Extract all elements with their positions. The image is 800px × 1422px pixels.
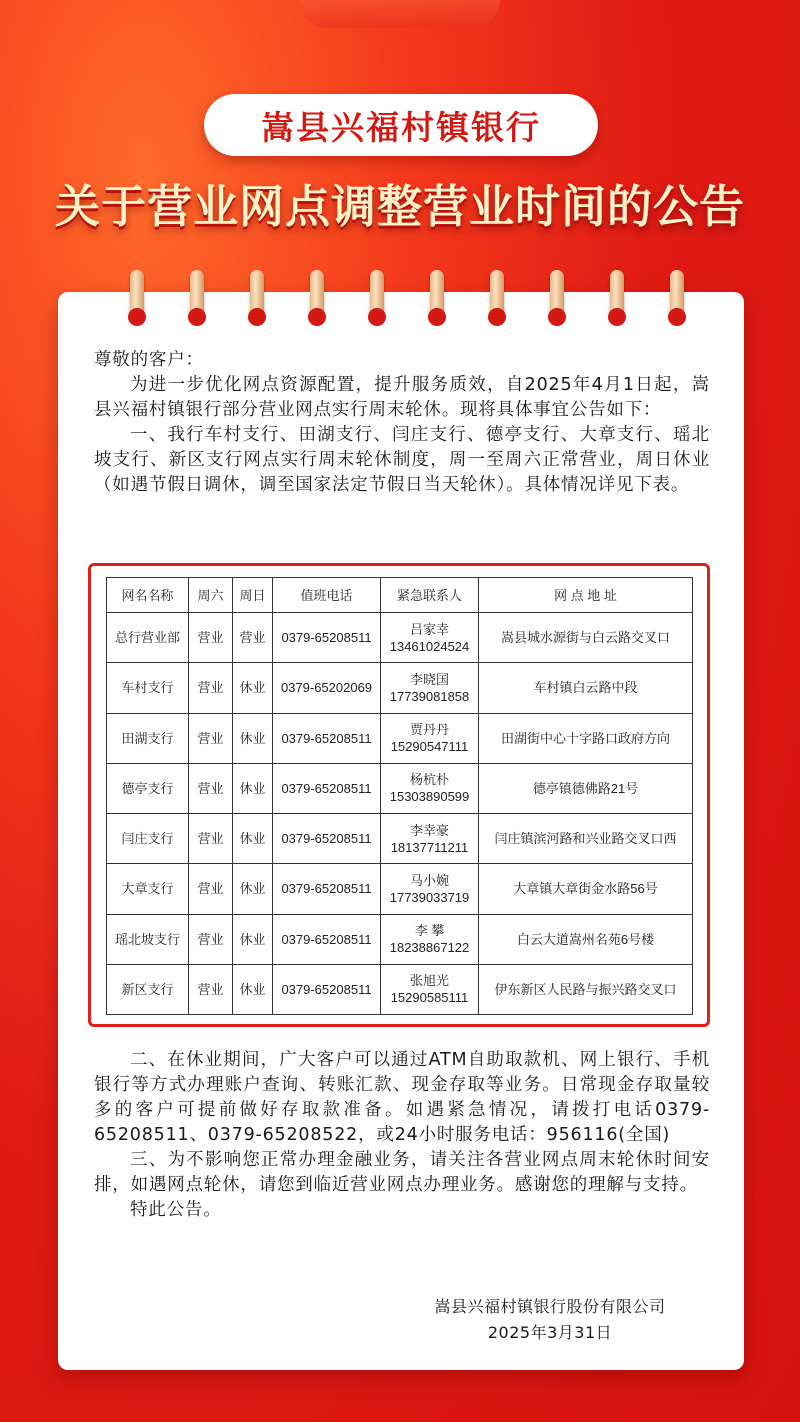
emergency-contact-cell	[381, 914, 479, 964]
emergency-contact-cell	[381, 613, 479, 663]
sunday-status-cell: 休业	[233, 864, 273, 914]
saturday-status-cell: 营业	[189, 663, 233, 713]
binder-rings	[0, 270, 800, 330]
contact-name: 马小婉	[409, 872, 449, 888]
signature-date: 2025年3月31日	[487, 1323, 613, 1342]
saturday-status-cell: 营业	[189, 713, 233, 763]
contact-mobile: 13461024524	[389, 638, 470, 654]
contact-name: 李幸豪	[409, 822, 449, 838]
duty-phone-cell: 0379-65202069	[273, 663, 381, 713]
sunday-status-cell: 休业	[233, 964, 273, 1014]
branch-address-cell: 大章镇大章街金水路56号	[479, 864, 693, 914]
branch-name-cell: 田湖支行	[107, 713, 189, 763]
binder-ring-icon	[190, 270, 204, 320]
saturday-status-cell: 营业	[189, 914, 233, 964]
duty-phone-cell: 0379-65208511	[273, 864, 381, 914]
saturday-status-cell: 营业	[189, 864, 233, 914]
saturday-status-cell: 营业	[189, 613, 233, 663]
sunday-status-cell: 休业	[233, 663, 273, 713]
table-header-cell: 紧急联系人	[381, 578, 479, 613]
branch-address-cell: 嵩县城水源街与白云路交叉口	[479, 613, 693, 663]
branch-name-cell: 德亭支行	[107, 763, 189, 813]
table-header-cell: 值班电话	[273, 578, 381, 613]
emergency-contact-cell	[381, 814, 479, 864]
table-row	[107, 713, 693, 763]
branch-address-cell: 闫庄镇滨河路和兴业路交叉口西	[479, 814, 693, 864]
emergency-contact-cell	[381, 864, 479, 914]
binder-ring-icon	[430, 270, 444, 320]
binder-ring-icon	[370, 270, 384, 320]
binder-ring-icon	[490, 270, 504, 320]
intro-paragraph: 为进一步优化网点资源配置，提升服务质效，自2025年4月1日起，嵩县兴福村镇银行部分营业网点实行周末轮休。现将具体事宜公告如下：	[94, 375, 710, 420]
emergency-contact-cell	[381, 763, 479, 813]
saturday-status-cell: 营业	[189, 964, 233, 1014]
signature-company: 嵩县兴福村镇银行股份有限公司	[434, 1297, 666, 1316]
paragraph-one: 一、我行车村支行、田湖支行、闫庄支行、德亭支行、大章支行、瑶北坡支行、新区支行网点实行周末轮休制度，周一至周六正常营业，周日休业（如遇节假日调休，调至国家法定节假日当天轮休）。具体情况详见下表。	[94, 425, 710, 495]
emergency-contact-cell	[381, 713, 479, 763]
branch-name-cell: 瑶北坡支行	[107, 914, 189, 964]
notice-closing	[94, 1048, 710, 1223]
contact-mobile: 15290585111	[390, 990, 469, 1006]
table-header-cell: 周六	[189, 578, 233, 613]
duty-phone-cell: 0379-65208511	[273, 763, 381, 813]
sunday-status-cell: 休业	[233, 713, 273, 763]
sunday-status-cell: 休业	[233, 914, 273, 964]
binder-ring-icon	[670, 270, 684, 320]
binder-ring-icon	[250, 270, 264, 320]
contact-name: 张旭光	[409, 973, 449, 989]
binder-ring-icon	[310, 270, 324, 320]
branch-schedule-table	[106, 577, 693, 1015]
contact-name: 吕家幸	[409, 621, 449, 637]
bank-name-banner	[204, 94, 598, 156]
contact-mobile: 15303890599	[389, 789, 470, 805]
table-row	[107, 864, 693, 914]
binder-ring-icon	[610, 270, 624, 320]
signature-block	[400, 1294, 700, 1346]
sunday-status-cell: 营业	[233, 613, 273, 663]
notice-intro	[94, 348, 710, 498]
branch-name-cell: 闫庄支行	[107, 814, 189, 864]
table-row	[107, 964, 693, 1014]
branch-address-cell: 车村镇白云路中段	[479, 663, 693, 713]
branch-address-cell: 白云大道嵩州名苑6号楼	[479, 914, 693, 964]
table-row	[107, 663, 693, 713]
notice-title: 关于营业网点调整营业时间的公告	[54, 180, 745, 233]
emergency-contact-cell	[381, 964, 479, 1014]
contact-name: 李晓国	[409, 671, 449, 687]
table-header-cell: 网名名称	[107, 578, 189, 613]
branch-name-cell: 新区支行	[107, 964, 189, 1014]
branch-name-cell: 总行营业部	[107, 613, 189, 663]
binder-ring-icon	[130, 270, 144, 320]
duty-phone-cell: 0379-65208511	[273, 964, 381, 1014]
contact-mobile: 18238867122	[389, 940, 470, 956]
contact-mobile: 15290547111	[390, 739, 469, 755]
contact-mobile: 17739081858	[389, 688, 470, 704]
branch-address-cell: 德亭镇德佛路21号	[479, 763, 693, 813]
branch-address-cell: 田湖街中心十字路口政府方向	[479, 713, 693, 763]
table-header-cell: 网 点 地 址	[479, 578, 693, 613]
contact-mobile: 18137711211	[390, 839, 469, 855]
decorative-top-band	[300, 0, 500, 28]
contact-name: 贾丹丹	[409, 722, 449, 738]
branch-name-cell: 车村支行	[107, 663, 189, 713]
contact-mobile: 17739033719	[389, 889, 470, 905]
table-header-row	[107, 578, 693, 613]
table-row	[107, 814, 693, 864]
contact-name: 杨杭朴	[409, 772, 449, 788]
saturday-status-cell: 营业	[189, 763, 233, 813]
saturday-status-cell: 营业	[189, 814, 233, 864]
closing-line: 特此公告。	[130, 1200, 222, 1220]
table-row	[107, 763, 693, 813]
duty-phone-cell: 0379-65208511	[273, 814, 381, 864]
branch-address-cell: 伊东新区人民路与振兴路交叉口	[479, 964, 693, 1014]
sunday-status-cell: 休业	[233, 814, 273, 864]
table-row	[107, 613, 693, 663]
binder-ring-icon	[550, 270, 564, 320]
emergency-contact-cell	[381, 663, 479, 713]
salutation: 尊敬的客户：	[94, 350, 204, 370]
duty-phone-cell: 0379-65208511	[273, 914, 381, 964]
duty-phone-cell: 0379-65208511	[273, 613, 381, 663]
duty-phone-cell: 0379-65208511	[273, 713, 381, 763]
paragraph-two: 二、在休业期间，广大客户可以通过ATM自助取款机、网上银行、手机银行等方式办理账户查询、转账汇款、现金存取等业务。日常现金存取量较多的客户可提前做好存取款准备。如遇紧急情况，请拨打电话0379-65208511、0379-65208522，或24小时服务电话：956116(全国)	[94, 1050, 710, 1145]
bank-name: 嵩县兴福村镇银行	[261, 107, 541, 147]
contact-name: 李 攀	[414, 923, 445, 939]
paragraph-three: 三、为不影响您正常办理金融业务，请关注各营业网点周末轮休时间安排，如遇网点轮休，请您到临近营业网点办理业务。感谢您的理解与支持。	[94, 1150, 710, 1195]
sunday-status-cell: 休业	[233, 763, 273, 813]
table-row	[107, 914, 693, 964]
table-header-cell: 周日	[233, 578, 273, 613]
branch-name-cell: 大章支行	[107, 864, 189, 914]
